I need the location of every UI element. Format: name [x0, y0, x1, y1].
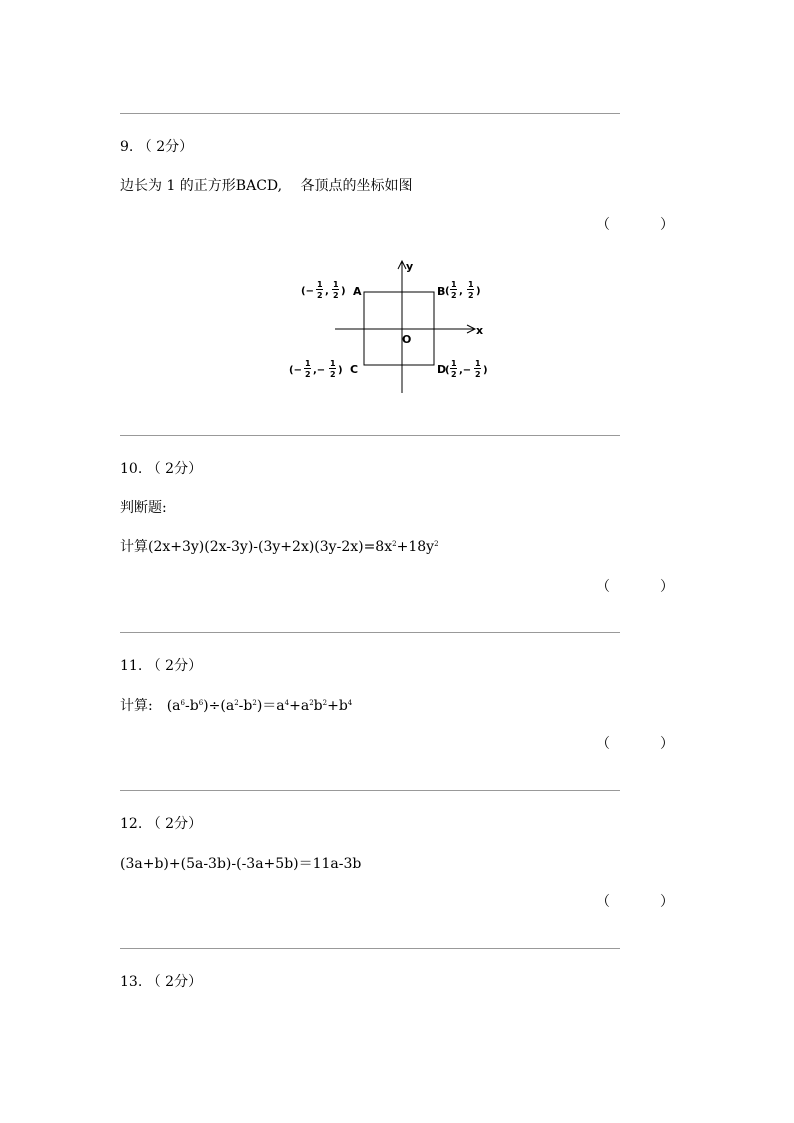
separator-line	[120, 632, 620, 633]
svg-text:2: 2	[475, 370, 481, 379]
svg-text:(−: (−	[301, 286, 314, 297]
question-9-text: 边长为 1 的正方形BACD, 各顶点的坐标如图	[120, 178, 413, 194]
svg-text:1: 1	[475, 359, 481, 368]
svg-text:1: 1	[330, 359, 336, 368]
separator-line	[120, 435, 620, 436]
answer-paren-close: ）	[660, 736, 674, 752]
question-11-number: 11. （ 2分）	[120, 658, 203, 674]
answer-paren-open: （	[596, 579, 610, 595]
svg-text:1: 1	[451, 280, 457, 289]
svg-text:1: 1	[451, 359, 457, 368]
question-12-formula: (3a+b)+(5a-3b)-(-3a+5b)＝11a-3b	[120, 856, 362, 872]
svg-text:2: 2	[305, 370, 311, 379]
coord-b	[445, 280, 481, 300]
svg-text:2: 2	[330, 370, 336, 379]
answer-paren-open: （	[596, 736, 610, 752]
answer-paren-open: （	[596, 894, 610, 910]
question-12-number: 12. （ 2分）	[120, 816, 203, 832]
question-10-number: 10. （ 2分）	[120, 461, 203, 477]
svg-text:2: 2	[468, 291, 474, 300]
question-9-number: 9. （ 2分）	[120, 139, 194, 155]
x-axis-label: x	[476, 324, 484, 337]
svg-text:,: ,	[325, 286, 329, 297]
y-axis-label: y	[406, 260, 414, 273]
svg-text:1: 1	[305, 359, 311, 368]
answer-paren-close: ）	[660, 894, 674, 910]
svg-text:(: (	[445, 286, 450, 297]
answer-paren-open: （	[596, 217, 610, 233]
svg-text:2: 2	[451, 291, 457, 300]
question-10-label: 判断题:	[120, 500, 167, 516]
svg-text:2: 2	[333, 291, 339, 300]
vertex-d-label: D	[437, 363, 447, 376]
svg-text:,−: ,−	[313, 365, 326, 376]
question-13-number: 13. （ 2分）	[120, 974, 203, 990]
answer-paren-close: ）	[660, 217, 674, 233]
separator-line	[120, 790, 620, 791]
svg-text:): )	[476, 286, 481, 297]
vertex-a-label: A	[353, 285, 362, 298]
vertex-b-label: B	[437, 285, 446, 298]
question-10-formula: 计算$(2x+3y)(2x-3y)-(3y+2x)(3y-2x)=8x^2+18y^2$	[120, 539, 439, 555]
coord-c	[289, 359, 343, 379]
svg-text:): )	[483, 365, 488, 376]
svg-text:): )	[338, 365, 343, 376]
question-11-formula: 计算: $(a^6-b^6)\div(a^2-b^2)=a^4+a^2b^2+b^4$	[120, 698, 353, 714]
svg-text:,: ,	[459, 286, 463, 297]
svg-text:): )	[341, 286, 346, 297]
separator-line	[120, 113, 620, 114]
svg-text:1: 1	[468, 280, 474, 289]
svg-text:(: (	[445, 365, 450, 376]
separator-line	[120, 948, 620, 949]
answer-paren-close: ）	[660, 579, 674, 595]
svg-text:(−: (−	[289, 365, 302, 376]
svg-text:1: 1	[317, 280, 323, 289]
svg-text:2: 2	[451, 370, 457, 379]
svg-text:1: 1	[333, 280, 339, 289]
coordinate-square-figure	[287, 255, 502, 400]
coord-d	[445, 359, 488, 379]
coord-a	[301, 280, 346, 300]
origin-label: O	[402, 333, 412, 346]
svg-text:,−: ,−	[459, 365, 472, 376]
svg-text:2: 2	[317, 291, 323, 300]
vertex-c-label: C	[350, 363, 359, 376]
